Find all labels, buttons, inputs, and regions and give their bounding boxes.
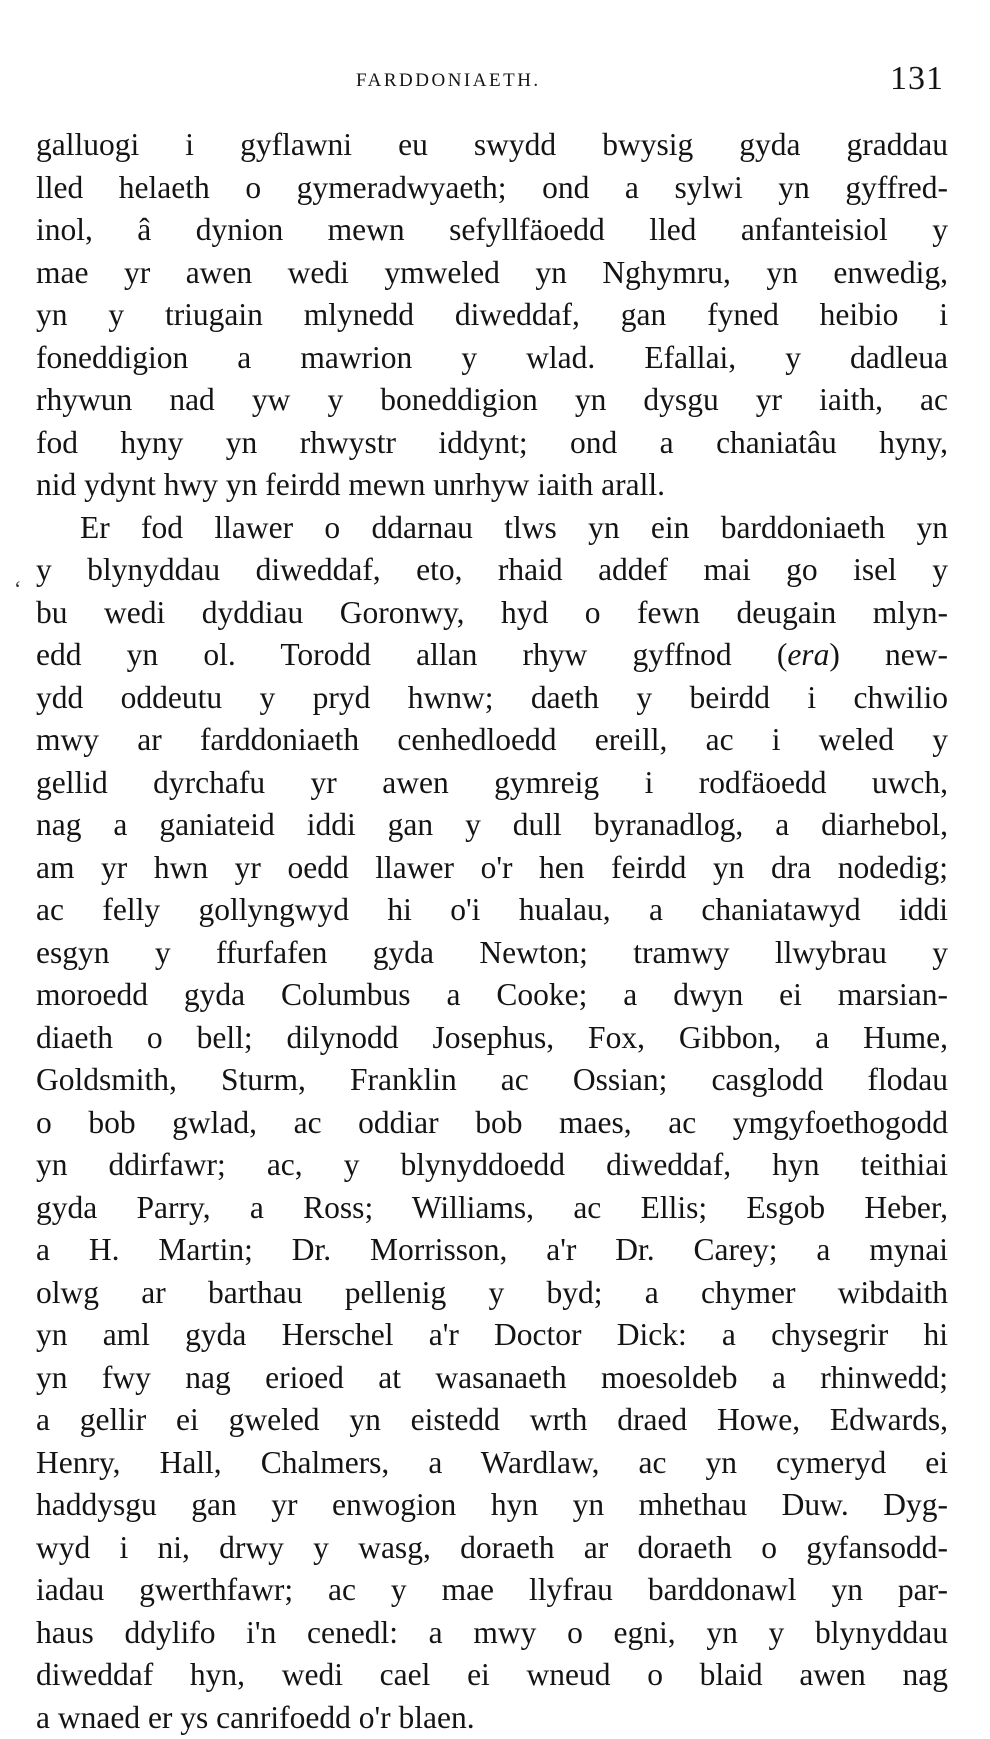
text-line: olwg ar barthau pellenig y byd; a chymer wibdaith [36, 1272, 948, 1315]
text-line: a gellir ei gweled yn eistedd wrth draed Howe, Edwards, [36, 1399, 948, 1442]
text-line: a wnaed er ys canrifoedd o'r blaen. [36, 1697, 948, 1739]
page-number: 131 [890, 60, 944, 98]
text-line: y blynyddau diweddaf, eto, rhaid addef mai go isel y [36, 549, 948, 592]
text-line: yn y triugain mlynedd diweddaf, gan fyned heibio i [36, 294, 948, 337]
text-line: bu wedi dyddiau Goronwy, hyd o fewn deugain mlyn- [36, 592, 948, 635]
italic-word: era [787, 637, 829, 672]
text-line: Er fod llawer o ddarnau tlws yn ein barddoniaeth yn [36, 507, 948, 550]
text-line: edd yn ol. Torodd allan rhyw gyffnod (era) new- [36, 634, 948, 677]
text-line: lled helaeth o gymeradwyaeth; ond a sylwi yn gyffred- [36, 167, 948, 210]
text-line: mwy ar farddoniaeth cenhedloedd ereill, ac i weled y [36, 719, 948, 762]
text-line: Goldsmith, Sturm, Franklin ac Ossian; casglodd flodau [36, 1059, 948, 1102]
text-line: haddysgu gan yr enwogion hyn yn mhethau Duw. Dyg- [36, 1484, 948, 1527]
text-line: iadau gwerthfawr; ac y mae llyfrau barddonawl yn par- [36, 1569, 948, 1612]
text-line: fod hyny yn rhwystr iddynt; ond a chaniatâu hyny, [36, 422, 948, 465]
text-line: o bob gwlad, ac oddiar bob maes, ac ymgyfoethogodd [36, 1102, 948, 1145]
text-line: moroedd gyda Columbus a Cooke; a dwyn ei marsian- [36, 974, 948, 1017]
text-line: a H. Martin; Dr. Morrisson, a'r Dr. Carey; a mynai [36, 1229, 948, 1272]
text-line: ydd oddeutu y pryd hwnw; daeth y beirdd i chwilio [36, 677, 948, 720]
text-line: nag a ganiateid iddi gan y dull byranadlog, a diarhebol, [36, 804, 948, 847]
text-line: gellid dyrchafu yr awen gymreig i rodfäoedd uwch, [36, 762, 948, 805]
text-line: ac felly gollyngwyd hi o'i hualau, a chaniatawyd iddi [36, 889, 948, 932]
text-line: haus ddylifo i'n cenedl: a mwy o egni, yn y blynyddau [36, 1612, 948, 1655]
text-line: mae yr awen wedi ymweled yn Nghymru, yn enwedig, [36, 252, 948, 295]
running-head [0, 66, 990, 106]
text-line: am yr hwn yr oedd llawer o'r hen feirdd yn dra nodedig; [36, 847, 948, 890]
text-line: nid ydynt hwy yn feirdd mewn unrhyw iaith arall. [36, 464, 948, 507]
margin-mark: ‘ [14, 576, 21, 602]
text-line: yn fwy nag erioed at wasanaeth moesoldeb a rhinwedd; [36, 1357, 948, 1400]
body-text [36, 124, 948, 1739]
text-line: Henry, Hall, Chalmers, a Wardlaw, ac yn cymeryd ei [36, 1442, 948, 1485]
text-line: galluogi i gyflawni eu swydd bwysig gyda graddau [36, 124, 948, 167]
text-line: inol, â dynion mewn sefyllfäoedd lled anfanteisiol y [36, 209, 948, 252]
text-line: diaeth o bell; dilynodd Josephus, Fox, Gibbon, a Hume, [36, 1017, 948, 1060]
text-line: rhywun nad yw y boneddigion yn dysgu yr iaith, ac [36, 379, 948, 422]
text-line: wyd i ni, drwy y wasg, doraeth ar doraeth o gyfansodd- [36, 1527, 948, 1570]
text-line: foneddigion a mawrion y wlad. Efallai, y dadleua [36, 337, 948, 380]
text-line: esgyn y ffurfafen gyda Newton; tramwy llwybrau y [36, 932, 948, 975]
running-title: FARDDONIAETH. [356, 70, 541, 92]
text-line: diweddaf hyn, wedi cael ei wneud o blaid awen nag [36, 1654, 948, 1697]
text-line: gyda Parry, a Ross; Williams, ac Ellis; Esgob Heber, [36, 1187, 948, 1230]
text-line: yn aml gyda Herschel a'r Doctor Dick: a chysegrir hi [36, 1314, 948, 1357]
text-line: yn ddirfawr; ac, y blynyddoedd diweddaf, hyn teithiai [36, 1144, 948, 1187]
